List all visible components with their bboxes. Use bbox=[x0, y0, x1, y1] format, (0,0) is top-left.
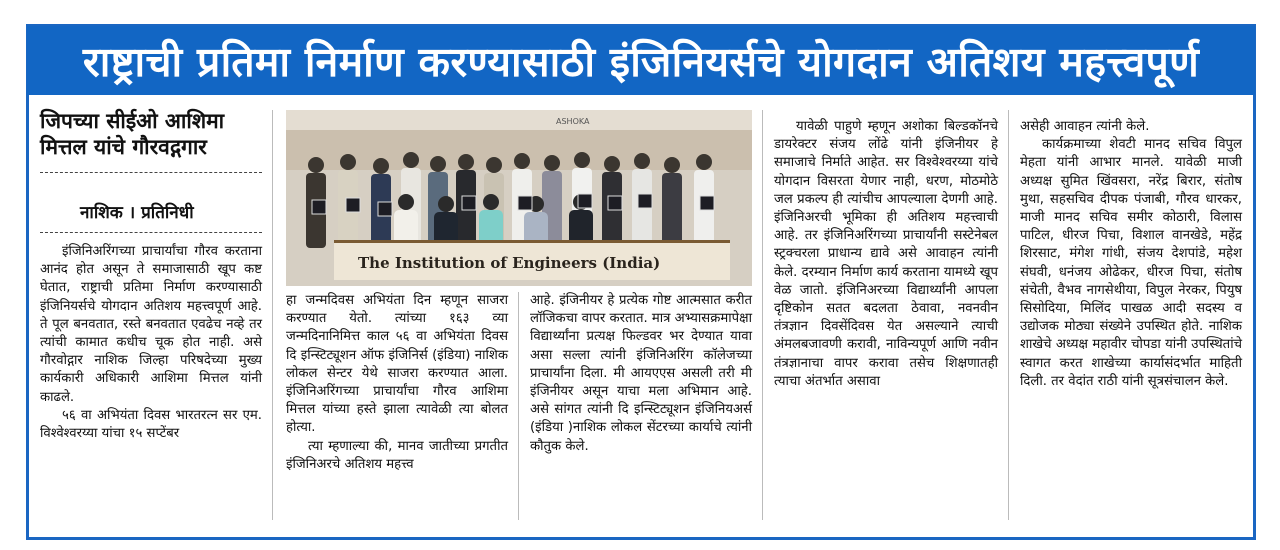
paragraph: इंजिनिअरिंगच्या प्राचार्यांचा गौरव करताना आनंद होत असून ते समाजासाठी खूप कष्ट घेतात, राष्ट्राची प्रतिमा निर्माण करण्यासाठी इंजिनियर्सचे योगदान अतिशय महत्त्वपूर्ण आहे. ते पूल बनवतात, रस्ते बनवतात एवढेच नव्हे तर त्यांची कामात कधीच चूक होत नाही. असे गौरवोद्गार नाशिक जिल्हा परिषदेच्या मुख्य कार्यकारी अधिकारी आशिमा मित्तल यांनी काढले. bbox=[40, 244, 262, 405]
article-column-5 bbox=[1020, 118, 1242, 391]
headline: राष्ट्राची प्रतिमा निर्माण करण्यासाठी इंजिनियर्सचे योगदान अतिशय महत्त्वपूर्ण bbox=[82, 37, 1200, 86]
group-photo-illustration bbox=[286, 110, 752, 286]
paragraph: त्या म्हणाल्या की, मानव जातीच्या प्रगतीत इंजिनिअरचे अतिशय महत्त्व bbox=[286, 438, 508, 472]
column-divider bbox=[272, 110, 273, 520]
divider bbox=[40, 172, 262, 173]
column-divider bbox=[518, 292, 519, 520]
column-divider bbox=[1008, 110, 1009, 520]
byline: नाशिक । प्रतिनिधी bbox=[80, 203, 194, 223]
photo-banner-text: The Institution of Engineers (India) bbox=[358, 254, 661, 272]
paragraph: कार्यक्रमाच्या शेवटी मानद सचिव विपुल मेहता यांनी आभार मानले. यावेळी माजी अध्यक्ष सुमित खिंवसरा, नरेंद्र बिरार, संतोष मुथा, सहसचिव दीपक पंजाबी, गौरव धारकर, माजी मानद सचिव समीर कोठारी, विलास पाटिल, धीरज पिचा, विशाल वानखेडे, महेंद्र शिरसाट, मंगेश गांधी, संजय देशपांडे, महेश संघवी, धनंजय ओढेकर, धीरज पिचा, संतोष संचेती, वैभव नागसेथीया, विपुल नेरकर, पियुष सिसोदिया, मिलिंद पाखळ आदी सदस्य व उद्योजक मोठ्या संख्येने उपस्थित होते. नाशिक शाखेचे अध्यक्ष महावीर चोपडा यांनी उपस्थितांचे स्वागत करत शाखेच्या कार्यासंदर्भात माहिती दिली. तर वेदांत राठी यांनी सूत्रसंचालन केले. bbox=[1020, 137, 1242, 389]
top-edge bbox=[0, 0, 1280, 10]
paragraph: असेही आवाहन त्यांनी केले. bbox=[1020, 119, 1150, 134]
article-column-3 bbox=[530, 292, 752, 456]
event-photo bbox=[286, 110, 752, 286]
divider bbox=[40, 232, 262, 233]
paragraph: हा जन्मदिवस अभियंता दिन म्हणून साजरा करण्यात येतो. त्यांच्या १६३ व्या जन्मदिनानिमित्त काल ५६ वा अभियंता दिवस दि इन्स्टिट्यूशन ऑफ इंजिनिर्स (इंडिया) नाशिक लोकल सेन्टर येथे साजरा करण्यात आला. इंजिनिअरिंगच्या प्राचार्यांचा गौरव आशिमा मित्तल यांच्या हस्ते झाला त्यावेळी त्या बोलत होत्या. bbox=[286, 293, 508, 436]
article-column-4 bbox=[774, 118, 998, 391]
headline-banner bbox=[27, 26, 1255, 95]
paragraph: ५६ वा अभियंता दिवस भारतरत्न सर एम. विश्वेश्वरय्या यांचा १५ सप्टेंबर bbox=[40, 407, 262, 442]
article-column-1 bbox=[40, 243, 262, 443]
column-divider bbox=[762, 110, 763, 520]
article-column-2 bbox=[286, 292, 508, 474]
wall-logo-text: ASHOKA bbox=[556, 117, 590, 126]
paragraph: आहे. इंजिनीयर हे प्रत्येक गोष्ट आत्मसात करीत लॉजिकचा वापर करतात. मात्र अभ्यासक्रमापेक्षा विद्यार्थ्यांना प्रत्यक्ष फिल्डवर भर देण्यात यावा असा सल्ला त्यांनी इंजिनिअरिंग कॉलेजच्या प्राचार्यांना दिला. मी आयएएस असली तरी मी इंजिनीयर असून याचा मला अभिमान आहे. असे सांगत त्यांनी दि इन्स्टिट्यूशन इंजिनियअर्स (इंडिया )नाशिक लोकल सेंटरच्या कार्याचे त्यांनी कौतुक केले. bbox=[530, 293, 752, 454]
paragraph: यावेळी पाहुणे म्हणून अशोका बिल्डकॉनचे डायरेक्टर संजय लोंढे यांनी इंजिनीयर हे समाजाचे निर्माते आहेत. सर विश्वेश्वरय्या यांचे योगदान विसरता येणार नाही, धरण, मोठमोठे जल प्रकल्प ही त्यांचीच आपल्याला देणगी आहे. इंजिनिअरची भूमिका ही अतिशय महत्त्वाची आहे. तर इंजिनिअरिंगच्या प्राचार्यांनी सस्टेनेबल स्ट्रक्चरला प्राधान्य द्यावे असे आवाहन त्यांनी केले. दरम्यान निर्माण कार्य करताना यामध्ये खूप वेळ जातो. इंजिनिअरच्या विद्यार्थ्यांनी आपला दृष्टिकोन सतत बदलता ठेवावा, नवनवीन तंत्रज्ञान दिवसेंदिवस येत असल्याने त्याची अंमलबजावणी करावी, नाविन्यपूर्ण आणि नवीन तंत्रज्ञानाचा वापर करावा तसेच शिक्षणातही त्याचा अंतर्भात असावा bbox=[774, 119, 998, 389]
subheadline: जिपच्या सीईओ आशिमा मित्तल यांचे गौरवद्गगार bbox=[40, 109, 225, 159]
